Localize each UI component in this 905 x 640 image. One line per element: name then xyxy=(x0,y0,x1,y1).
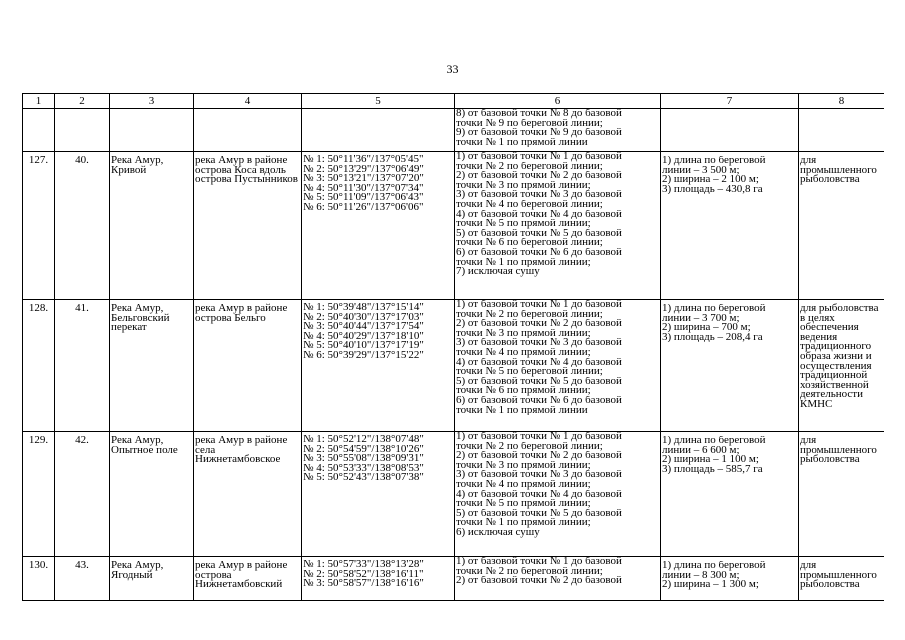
boundary-line: 1) от базовой точки № 1 до базовой xyxy=(456,300,622,310)
coordinate-line: № 6: 50°39'29"/137°15'22" xyxy=(303,350,424,361)
purpose-cell xyxy=(799,557,885,601)
boundary-line: точки № 6 по береговой линии; xyxy=(456,238,603,248)
row-number-text: 130. xyxy=(28,559,49,571)
coordinate-line: № 4: 50°40'29"/137°18'10" xyxy=(303,331,424,342)
area-location-text: река Амур в районе острова Коса вдоль острова Пустынников xyxy=(195,154,298,186)
boundaries-cell xyxy=(455,300,661,432)
area-location xyxy=(194,152,302,300)
boundary-line: точки № 1 по прямой линии xyxy=(456,405,588,416)
boundary-line: 4) от базовой точки № 4 до базовой xyxy=(456,209,622,220)
boundaries-cell xyxy=(455,152,661,300)
table-row xyxy=(23,109,885,152)
column-header-1: 1 xyxy=(23,94,55,109)
dimension-line: линии – 3 500 м; xyxy=(662,165,740,176)
dimension-line: 3) площадь – 430,8 га xyxy=(662,184,763,195)
boundaries-cell xyxy=(455,432,661,557)
coordinate-line: № 5: 50°52'43"/138°07'38" xyxy=(303,473,424,483)
area-number-text: 43. xyxy=(75,559,89,571)
row-number-text: 127. xyxy=(28,154,49,166)
boundary-line: 1) от базовой точки № 1 до базовой xyxy=(456,432,622,442)
coordinate-line: № 1: 50°57'33"/138°13'28" xyxy=(303,560,424,570)
table-row xyxy=(23,432,885,557)
coordinates-cell xyxy=(302,300,455,432)
dimension-line: 2) ширина – 2 100 м; xyxy=(662,175,759,185)
boundary-line: точки № 2 по береговой линии; xyxy=(456,161,603,172)
coordinate-line: № 5: 50°40'10"/137°17'19" xyxy=(303,341,424,351)
area-number-text: 42. xyxy=(75,434,89,446)
fishing-areas-table xyxy=(22,93,884,601)
boundary-line: 8) от базовой точки № 8 до базовой xyxy=(456,109,622,119)
coordinate-line: № 2: 50°54'59"/138°10'26" xyxy=(303,444,424,455)
boundary-line: 9) от базовой точки № 9 до базовой xyxy=(456,128,622,138)
boundary-line: 5) от базовой точки № 5 до базовой xyxy=(456,508,622,519)
area-number xyxy=(55,557,110,601)
dimensions-cell xyxy=(661,557,799,601)
coordinates-cell xyxy=(302,557,455,601)
purpose-cell xyxy=(799,432,885,557)
boundary-line: 5) от базовой точки № 5 до базовой xyxy=(456,228,622,239)
area-number xyxy=(55,109,110,152)
row-number-text: 129. xyxy=(28,434,49,446)
coordinate-line: № 1: 50°52'12"/138°07'48" xyxy=(303,435,424,445)
purpose-text: для рыболовства в целях обеспечения ведения традиционного образа жизни и осуществления традиционной хозяйственной деятельности КМНС xyxy=(800,302,879,410)
area-location-text: река Амур в районе села Нижнетамбовское xyxy=(195,434,288,466)
area-number xyxy=(55,152,110,300)
dimension-line: 1) длина по береговой xyxy=(662,436,766,446)
table-body xyxy=(23,109,885,601)
dimensions-cell xyxy=(661,152,799,300)
boundary-line: 3) от базовой точки № 3 до базовой xyxy=(456,338,622,348)
table-row xyxy=(23,152,885,300)
boundary-line: 2) от базовой точки № 2 до базовой xyxy=(456,171,622,181)
dimension-line: линии – 6 600 м; xyxy=(662,445,740,456)
coordinate-line: № 3: 50°55'08"/138°09'31" xyxy=(303,454,424,464)
row-number xyxy=(23,557,55,601)
area-name-text: Река Амур, Кривой xyxy=(111,154,164,176)
row-number xyxy=(23,109,55,152)
boundary-line: 2) от базовой точки № 2 до базовой xyxy=(456,576,622,586)
dimension-line: 2) ширина – 1 100 м; xyxy=(662,455,759,465)
boundary-line: точки № 2 по береговой линии; xyxy=(456,309,603,320)
area-location-text: река Амур в районе острова Бельго xyxy=(195,302,288,324)
coordinates-cell xyxy=(302,152,455,300)
row-number-text: 128. xyxy=(28,302,49,314)
boundaries-cell xyxy=(455,557,661,601)
area-location xyxy=(194,432,302,557)
dimension-line: 2) ширина – 700 м; xyxy=(662,323,751,333)
boundary-line: 6) от базовой точки № 6 до базовой xyxy=(456,247,622,258)
purpose-text: для промышленного рыболовства xyxy=(800,154,877,186)
area-name-text: Река Амур, Опытное поле xyxy=(111,434,178,456)
area-location xyxy=(194,109,302,152)
coordinates-cell xyxy=(302,109,455,152)
column-header-8: 8 xyxy=(799,94,885,109)
dimension-line: 3) площадь – 208,4 га xyxy=(662,332,763,343)
boundary-line: 1) от базовой точки № 1 до базовой xyxy=(456,152,622,162)
purpose-text: для промышленного рыболовства xyxy=(800,559,877,591)
coordinates-cell xyxy=(302,432,455,557)
area-name xyxy=(110,557,194,601)
area-location xyxy=(194,300,302,432)
area-name xyxy=(110,152,194,300)
coordinate-line: № 2: 50°58'52"/138°16'11" xyxy=(303,569,424,580)
boundary-line: 4) от базовой точки № 4 до базовой xyxy=(456,489,622,500)
area-location xyxy=(194,557,302,601)
boundary-line: 3) от базовой точки № 3 до базовой xyxy=(456,470,622,480)
coordinate-line: № 6: 50°11'26"/137°06'06" xyxy=(303,202,424,213)
area-number-text: 40. xyxy=(75,154,89,166)
coordinate-line: № 2: 50°40'30"/137°17'03" xyxy=(303,312,424,323)
area-name xyxy=(110,432,194,557)
column-header-4: 4 xyxy=(194,94,302,109)
dimension-line: 3) площадь – 585,7 га xyxy=(662,464,763,475)
boundary-line: точки № 3 по прямой линии; xyxy=(456,328,591,339)
area-name-text: Река Амур, Ягодный xyxy=(111,559,164,581)
page-number: 33 xyxy=(446,62,459,76)
coordinate-line: № 4: 50°53'33"/138°08'53" xyxy=(303,463,424,474)
dimensions-cell xyxy=(661,432,799,557)
boundary-line: 6) от базовой точки № 6 до базовой xyxy=(456,395,622,406)
area-name-text: Река Амур, Бельговский перекат xyxy=(111,302,170,334)
boundary-line: 2) от базовой точки № 2 до базовой xyxy=(456,451,622,461)
boundary-line: 1) от базовой точки № 1 до базовой xyxy=(456,557,622,567)
coordinate-line: № 3: 50°40'44"/137°17'54" xyxy=(303,322,424,332)
area-name xyxy=(110,109,194,152)
boundary-line: 6) исключая сушу xyxy=(456,527,540,538)
boundaries-cell xyxy=(455,109,661,152)
boundary-line: точки № 2 по береговой линии; xyxy=(456,566,603,577)
column-header-3: 3 xyxy=(110,94,194,109)
coordinate-line: № 5: 50°11'09"/137°06'43" xyxy=(303,193,424,203)
dimension-line: 1) длина по береговой xyxy=(662,156,766,166)
boundary-line: точки № 1 по прямой линии; xyxy=(456,257,591,268)
boundary-line: точки № 4 по прямой линии; xyxy=(456,479,591,490)
coordinate-line: № 2: 50°13'29"/137°06'49" xyxy=(303,164,424,175)
boundary-line: точки № 1 по прямой линии xyxy=(456,137,588,148)
coordinate-line: № 1: 50°11'36"/137°05'45" xyxy=(303,155,424,165)
area-location-text: река Амур в районе острова Нижнетамбовский xyxy=(195,559,288,591)
header-row xyxy=(23,94,885,109)
column-header-2: 2 xyxy=(55,94,110,109)
boundary-line: точки № 4 по прямой линии; xyxy=(456,347,591,358)
row-number xyxy=(23,432,55,557)
dimension-line: 1) длина по береговой xyxy=(662,561,766,571)
column-header-7: 7 xyxy=(661,94,799,109)
boundary-line: точки № 5 по прямой линии; xyxy=(456,499,591,509)
purpose-cell xyxy=(799,152,885,300)
coordinate-line: № 1: 50°39'48"/137°15'14" xyxy=(303,303,424,313)
boundary-line: 4) от базовой точки № 4 до базовой xyxy=(456,357,622,368)
dimension-line: 1) длина по береговой xyxy=(662,304,766,314)
boundary-line: 7) исключая сушу xyxy=(456,267,540,277)
table-row xyxy=(23,300,885,432)
area-number xyxy=(55,300,110,432)
coordinate-line: № 3: 50°58'57"/138°16'16" xyxy=(303,579,424,589)
boundary-line: точки № 9 по береговой линии; xyxy=(456,118,603,129)
boundary-line: 3) от базовой точки № 3 до базовой xyxy=(456,190,622,200)
boundary-line: точки № 3 по прямой линии; xyxy=(456,180,591,191)
table-row xyxy=(23,557,885,601)
boundary-line: точки № 4 по береговой линии; xyxy=(456,199,603,210)
boundary-line: 2) от базовой точки № 2 до базовой xyxy=(456,319,622,329)
purpose-text: для промышленного рыболовства xyxy=(800,434,877,466)
boundary-line: 5) от базовой точки № 5 до базовой xyxy=(456,376,622,387)
coordinate-line: № 4: 50°11'30"/137°07'34" xyxy=(303,183,424,194)
dimension-line: 2) ширина – 1 300 м; xyxy=(662,580,759,590)
coordinate-line: № 3: 50°13'21"/137°07'20" xyxy=(303,174,424,184)
column-header-5: 5 xyxy=(302,94,455,109)
dimension-line: линии – 8 300 м; xyxy=(662,570,740,581)
row-number xyxy=(23,152,55,300)
area-number-text: 41. xyxy=(75,302,89,314)
boundary-line: точки № 3 по прямой линии; xyxy=(456,460,591,471)
row-number xyxy=(23,300,55,432)
dimensions-cell xyxy=(661,109,799,152)
boundary-line: точки № 5 по прямой линии; xyxy=(456,219,591,229)
dimension-line: линии – 3 700 м; xyxy=(662,313,740,324)
area-number xyxy=(55,432,110,557)
dimensions-cell xyxy=(661,300,799,432)
fishing-areas-table-container xyxy=(22,93,884,605)
purpose-cell xyxy=(799,109,885,152)
area-name xyxy=(110,300,194,432)
boundary-line: точки № 5 по береговой линии; xyxy=(456,367,603,377)
boundary-line: точки № 2 по береговой линии; xyxy=(456,441,603,452)
purpose-cell xyxy=(799,300,885,432)
boundary-line: точки № 1 по прямой линии; xyxy=(456,518,591,528)
column-header-6: 6 xyxy=(455,94,661,109)
boundary-line: точки № 6 по прямой линии; xyxy=(456,386,591,396)
